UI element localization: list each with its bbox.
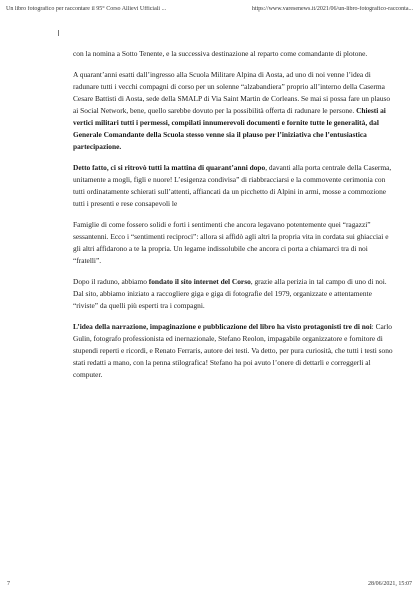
article-paragraph: [73, 219, 393, 267]
article-body: [73, 48, 393, 390]
bold-text: Chiesti ai vertici militari tutti i permessi, compilati innumerevoli documenti e fornite tutte le generalità, dal Generale Comandante della Scuola stesso venne sia il plauso per l’iniziativa che l’entusiastica partecipazione.: [73, 106, 386, 151]
page-title: Un libro fotografico per raccontare il 95° Corso Allievi Ufficiali ...: [6, 6, 167, 12]
print-footer: [7, 581, 412, 587]
print-header: [6, 6, 413, 12]
article-paragraph: [73, 321, 393, 381]
bold-text: Detto fatto, ci si ritrovò tutti la mattina di quarant’anni dopo: [73, 163, 266, 172]
text: Dopo il raduno, abbiamo: [73, 277, 149, 286]
bold-text: L’idea della narrazione, impaginazione e pubblicazione del libro ha visto protagonisti tre di noi: [73, 322, 372, 331]
print-datetime: 28/06/2021, 15:07: [367, 581, 412, 587]
article-paragraph: [73, 69, 393, 153]
text: , davanti alla porta centrale della Caserma, unitamente a mogli, figli e nuore! L’esigenza condivisa” di riabbracciarsi e la commovente cerimonia con tutti ordinatamente schierati sull’attenti, affiancati da un picchetto di Alpini in armi, mosse a commozione tutti i presenti e rese consapevoli le: [73, 163, 392, 208]
text: Famiglie di come fossero solidi e forti i sentimenti che ancora legavano potentemente quei “ragazzi” sessantenni. Ecco i “sentimenti reciproci”: allora si affidò agli altri la propria vita in cordata sui ghiacciai e gli altri affidarono a te la propria. Un legame indissolubile che ancora ci porta a chiamarci tra di noi “fratelli”.: [73, 220, 389, 265]
bold-text: fondato il sito internet del Corso: [148, 277, 251, 286]
page-number: 7: [7, 581, 10, 587]
text: con la nomina a Sotto Tenente, e la successiva destinazione al reparto come comandante di plotone.: [73, 49, 368, 58]
text: : Carlo Gulin, fotografo professionista ed inernazionale, Stefano Reolon, impagabile organizzatore e fornitore di stupendi reperti e ricordi, e Renato Ferraris, autore dei testi. Va detto, per pura curiosità, che tutti i testi sono stati redatti a mano, con la penna stilografica! Stefano ha poi avuto l’onere di dettarli e correggerli al computer.: [73, 322, 393, 379]
article-paragraph: [73, 162, 393, 210]
article-paragraph: [73, 276, 393, 312]
divider-mark: [58, 30, 59, 36]
text: , grazie alla perizia in tal campo di uno di noi. Dal sito, abbiamo iniziato a raccogliere giga e giga di fotografie del 1979, organizzate e attentamente “riviste” da quelli più esperti tra i compagni.: [73, 277, 387, 310]
page-url: https://www.varesenews.it/2021/06/un-libro-fotografico-racconta...: [251, 6, 413, 12]
article-paragraph: [73, 48, 393, 60]
text: A quarant’anni esatti dall’ingresso alla Scuola Militare Alpina di Aosta, ad uno di noi venne l’idea di radunare tutti i vecchi compagni di corso per un solenne “alzabandiera” proprio all’interno della Caserma Cesare Battisti di Aosta, sede della SMALP di Via Saint Martin de Corleans. Se mai si possa fare un plauso ai Social Network, bene, quello sarebbe dovuto per la possibilità offerta di radunare le persone.: [73, 70, 391, 115]
